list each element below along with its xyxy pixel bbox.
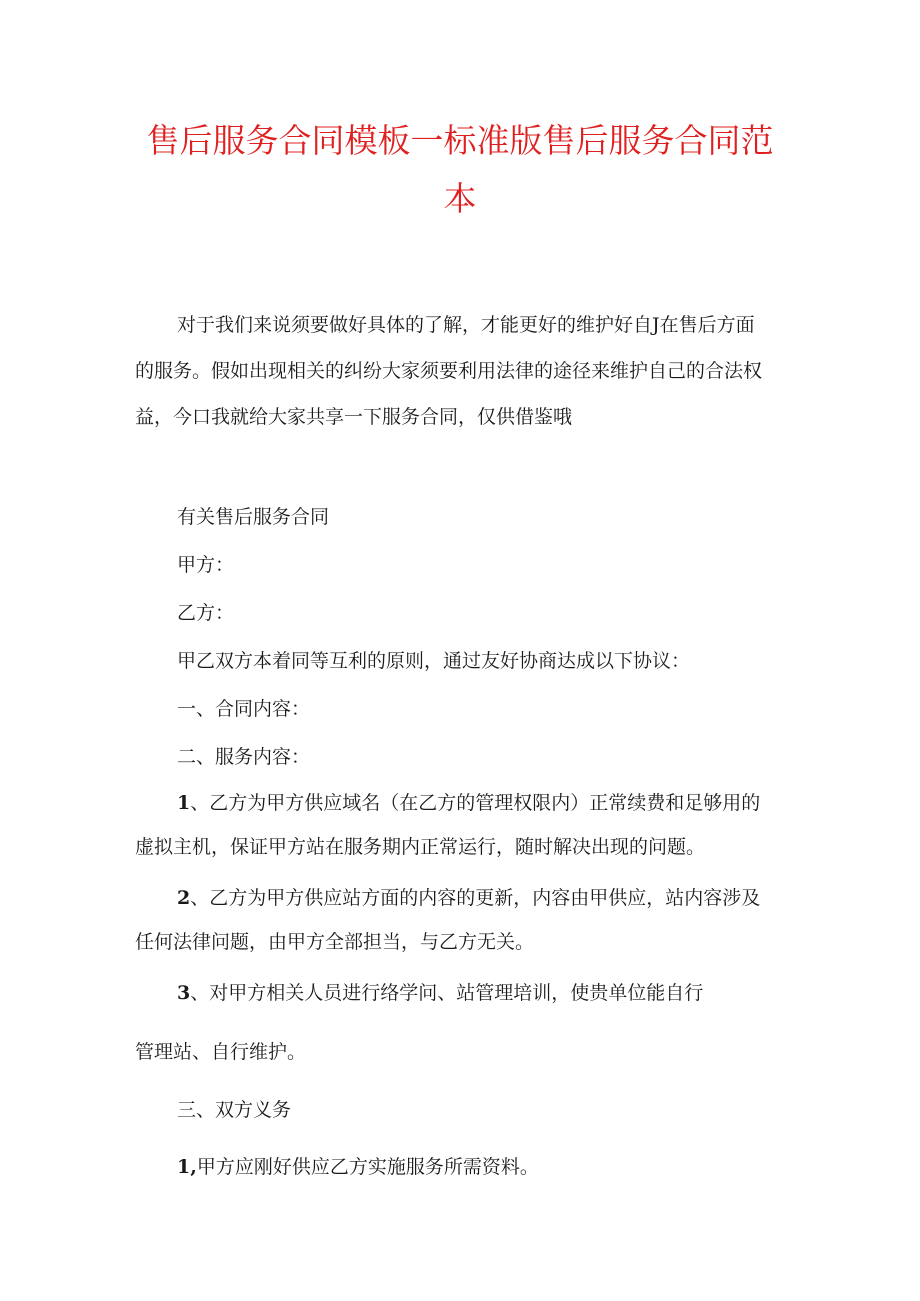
intro-line-2: 的服务。假如出现相关的纠纷大家须要利用法律的途径来维护自己的合法权	[135, 360, 763, 382]
service-item-1-number: 1	[177, 792, 191, 814]
service-item-1-line-2: 虚拟主机，保证甲方站在服务期内正常运行，随时解决出现的问题。	[135, 836, 706, 858]
agreement-text: 甲乙双方本着同等互利的原则，通过友好协商达成以下协议：	[177, 650, 691, 672]
service-item-3-line-1	[177, 971, 703, 1015]
title-line-1: 售后服务合同模板一标准版售后服务合同范	[146, 121, 774, 160]
service-item-2-number: 2	[177, 887, 191, 909]
contract-heading: 有关售后服务合同	[177, 506, 330, 528]
service-item-2-line-2: 任何法律问题，由甲方全部担当，与乙方无关。	[135, 931, 535, 953]
section-service-content: 二、服务内容：	[177, 746, 311, 768]
service-item-1-text: 、乙方为甲方供应域名（在乙方的管理权限内）正常续费和足够用的	[190, 792, 761, 814]
section-mutual-obligations: 三、双方义务	[177, 1099, 292, 1121]
obligation-item-1-text: 甲方应刚好供应乙方实施服务所需资料。	[196, 1156, 539, 1178]
service-item-2	[135, 876, 795, 964]
intro-line-1: 对于我们来说须要做好具体的了解，才能更好的维护好自J在售后方面	[177, 314, 755, 336]
party-a-label: 甲方：	[177, 554, 235, 576]
title-line-2: 本	[443, 179, 477, 218]
document-title	[140, 112, 780, 228]
service-item-2-line-1	[135, 876, 795, 920]
section-contract-content: 一、合同内容：	[177, 698, 311, 720]
intro-paragraph	[135, 302, 795, 440]
service-item-3-number: 3	[177, 982, 191, 1004]
obligation-item-1	[177, 1145, 539, 1189]
obligation-item-1-number: 1,	[177, 1156, 197, 1178]
service-item-3-text: 、对甲方相关人员进行络学问、站管理培训，使贵单位能自行	[190, 982, 704, 1004]
party-b-label: 乙方：	[177, 602, 235, 624]
service-item-1	[135, 781, 795, 869]
service-item-1-line-1	[135, 781, 795, 825]
service-item-3-line-2: 管理站、自行维护。	[135, 1041, 307, 1063]
intro-line-3: 益，今口我就给大家共享一下服务合同，仅供借鉴哦	[135, 406, 573, 428]
service-item-2-text: 、乙方为甲方供应站方面的内容的更新，内容由甲供应，站内容涉及	[190, 887, 761, 909]
